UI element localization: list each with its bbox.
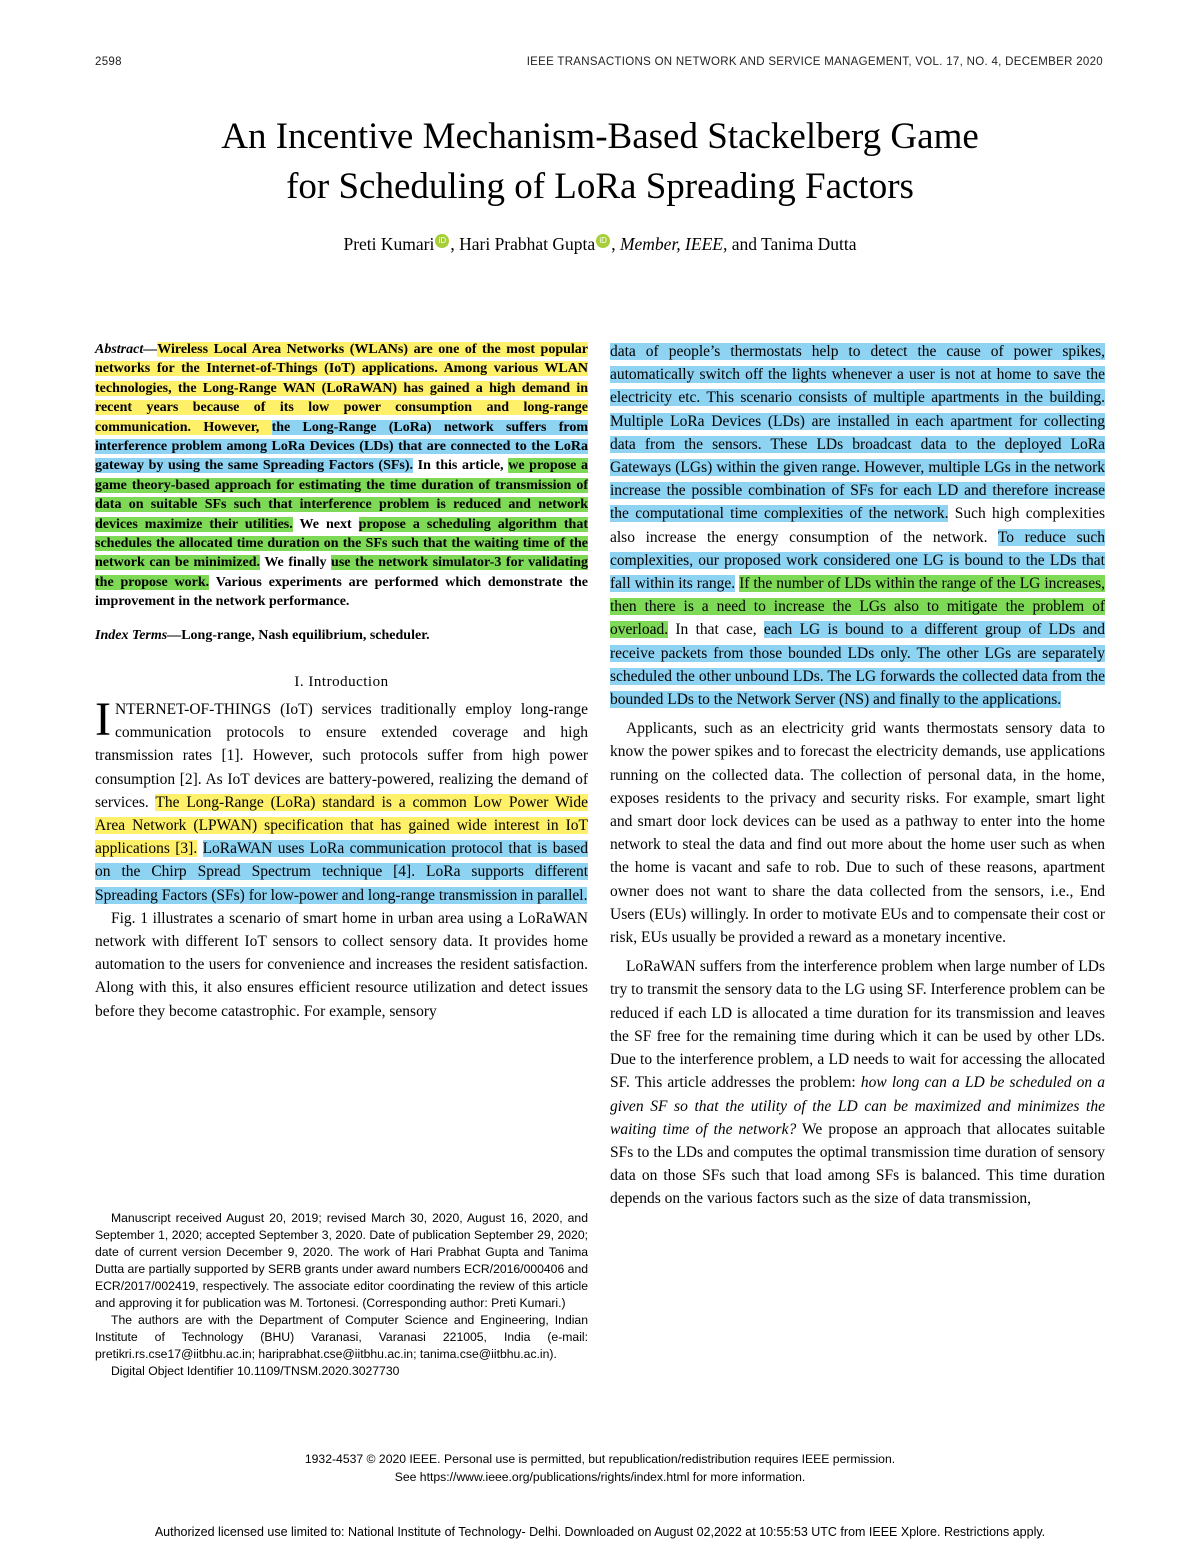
right-green-highlight: If the number of LDs within the range of the LG increases, then there is a need to increase the LGs also to mitigate the problem of overload.	[610, 575, 1105, 639]
right-column	[610, 340, 1105, 1211]
index-terms-lead: Index Terms—	[95, 627, 182, 643]
index-terms-text: Long-range, Nash equilibrium, scheduler.	[181, 627, 430, 643]
author-role: Member, IEEE,	[619, 234, 728, 254]
right-text: We propose an approach that allocates suitable SFs to the LDs and computes the optimal transmission time duration of sensory data on those SFs such that load among SFs is balanced. This time duration depends on the various factors such as the size of data transmission,	[610, 1120, 1105, 1208]
author-1: Preti Kumari	[343, 234, 435, 254]
intro-text: NTERNET-OF-THINGS (IoT) services traditionally employ long-range communication protocols to ensure extended coverage and high transmission rates [1]. However, such protocols suffer from high power consumption [2]. As IoT devices are battery-powered, realizing the demand of services.	[95, 700, 588, 811]
abstract-text: We finally	[260, 555, 332, 571]
right-text: LoRaWAN suffers from the interference problem when large number of LDs try to transmit the sensory data to the LG using SF. Interference problem can be reduced if each LD is allocated a time duration for its transmission and leaves the SF free for the remaining time during which it can be used by other LDs. Due to the interference problem, a LD needs to wait for accessing the allocated SF. This article addresses the problem:	[610, 958, 1105, 1092]
title-line-1: An Incentive Mechanism-Based Stackelberg Game	[221, 116, 979, 157]
section-heading: I. Introduction	[294, 673, 389, 690]
orcid-icon[interactable]: iD	[435, 234, 449, 248]
intro-text	[197, 840, 202, 857]
journal-name: IEEE TRANSACTIONS ON NETWORK AND SERVICE MANAGEMENT, VOL. 17, NO. 4, DECEMBER 2020	[526, 56, 1103, 68]
footnote-affiliation: The authors are with the Department of Computer Science and Engineering, Indian Institute of Technology (BHU) Varanasi, Varanasi 221005, India (e-mail: pretikri.rs.cse17@iitbhu.ac.in; hariprabhat.cse@iitbhu.ac.in; tanima.cse@iitbhu.ac.in).	[95, 1313, 588, 1361]
intro-paragraph-1	[95, 692, 588, 907]
abstract-green-highlight: use the network simulator-3 for validating the propose work.	[95, 555, 589, 590]
right-blue-highlight: each LG is bound to a different group of LDs and receive packets from those bounded LDs only. The other LGs are separately scheduled the other unbound LDs. The LG forwards the collected data from the bounded LDs to the Network Server (NS) and finally to the applications.	[610, 621, 1105, 709]
right-text: In that case,	[668, 621, 764, 639]
abstract	[95, 340, 588, 612]
paper-title	[60, 112, 1140, 212]
copyright-notice	[0, 1450, 1200, 1486]
author-separator: ,	[611, 234, 620, 254]
copyright-line-2[interactable]: See https://www.ieee.org/publications/rights/index.html for more information.	[394, 1470, 806, 1484]
abstract-yellow-highlight: Wireless Local Area Networks (WLANs) are one of the most popular networks for the Internet-of-Things (IoT) applications. Among various WLAN technologies, the Long-Range WAN (LoRaWAN) has gained a high demand in recent years because of its low power consumption and long-range communication. However,	[95, 342, 588, 435]
copyright-line-1: 1932-4537 © 2020 IEEE. Personal use is permitted, but republication/redistribution requires IEEE permission.	[304, 1452, 896, 1466]
abstract-lead: Abstract—	[95, 342, 158, 357]
footnote	[95, 1210, 588, 1380]
footnote-doi: Digital Object Identifier 10.1109/TNSM.2020.3027730	[111, 1364, 400, 1378]
abstract-green-highlight: we propose a game theory-based approach for estimating the time duration of transmission of data on suitable SFs such that interference problem is reduced and network devices maximize their utilities.	[95, 458, 588, 532]
right-paragraph-1	[610, 340, 1105, 711]
intro-yellow-highlight: The Long-Range (LoRa) standard is a common Low Power Wide Area Network (LPWAN) specification that has gained wide interest in IoT applications [3].	[95, 793, 588, 858]
authorized-use-notice: Authorized licensed use limited to: National Institute of Technology- Delhi. Downloaded on August 02,2022 at 10:55:53 UTC from IEEE Xplore. Restrictions apply.	[154, 1525, 1046, 1539]
footnote-manuscript: Manuscript received August 20, 2019; revised March 30, 2020, August 16, 2020, and September 1, 2020; accepted September 3, 2020. Date of publication September 29, 2020; date of current version December 9, 2020. The work of Hari Prabhat Gupta and Tanima Dutta are partially supported by SERB grants under award numbers ECR/2016/000406 and ECR/2017/002419, respectively. The associate editor coordinating the review of this article and approving it for publication was M. Tortonesi. (Corresponding author: Preti Kumari.)	[95, 1211, 588, 1310]
intro-paragraph-2: Fig. 1 illustrates a scenario of smart home in urban area using a LoRaWAN network with different IoT sensors to collect sensory data. It provides home automation to the users for convenience and increases the resident satisfaction. Along with this, it also ensures efficient resource utilization and detect issues before they become catastrophic. For example, sensory	[95, 909, 588, 1020]
right-blue-highlight: To reduce such complexities, our proposed work considered one LG is bound to the LDs that fall within its range.	[610, 528, 1105, 593]
research-question: how long can a LD be scheduled on a given SF so that the utility of the LD can be maximized and minimizes the waiting time of the network?	[610, 1074, 1105, 1138]
index-terms	[95, 626, 588, 645]
intro-blue-highlight: LoRaWAN uses LoRa communication protocol that is based on the Chirp Spread Spectrum technique [4]. LoRa supports different Spreading Factors (SFs) for low-power and long-range transmission in parallel.	[95, 840, 588, 904]
author-3: and Tanima Dutta	[727, 234, 857, 254]
title-line-2: for Scheduling of LoRa Spreading Factors	[286, 166, 914, 207]
abstract-blue-highlight: the Long-Range (LoRa) network suffers from interference problem among LoRa Devices (LDs) that are connected to the LoRa gateway by using the same Spreading Factors (SFs).	[95, 419, 588, 474]
drop-cap: I	[95, 692, 111, 746]
author-2: , Hari Prabhat Gupta	[450, 234, 596, 254]
abstract-text: We next	[292, 516, 359, 532]
left-column	[95, 340, 588, 1023]
running-header	[95, 56, 1103, 68]
abstract-green-highlight: propose a scheduling algorithm that schedules the allocated time duration on the SFs such that the waiting time of the network can be minimized.	[95, 516, 588, 571]
page-number: 2598	[95, 56, 122, 68]
right-text: Such high complexities also increase the energy consumption of the network.	[610, 505, 1105, 546]
abstract-text: Various experiments are performed which demonstrate the improvement in the network performance.	[95, 574, 588, 610]
right-paragraph-3	[610, 955, 1105, 1210]
right-paragraph-2: Applicants, such as an electricity grid wants thermostats sensory data to know the power spikes and to forecast the electricity demands, use applications running on the collected data. The collection of personal data, in the home, exposes residents to the privacy and security risks. For example, smart light and smart door lock devices can be used as a pathway to enter into the home network to steal the data and find out more about the home user such as when the home is vacant and safe to rob. Due to such of these reasons, apartment owner does not want to share the data collected from the sensors, i.e., End Users (EUs) willingly. In order to motivate EUs and to compensate their cost or risk, EUs usually be provided a reward as a monetary incentive.	[610, 720, 1105, 947]
abstract-text: In this article,	[413, 458, 509, 474]
right-blue-highlight: data of people’s thermostats help to detect the cause of power spikes, automatically switch off the lights whenever a user is not at home to save the electricity etc. This scenario consists of multiple apartments in the building. Multiple LoRa Devices (LDs) are installed in each apartment for collecting data from the sensors. These LDs broadcast data to the deployed LoRa Gateways (LGs) within the given range. However, multiple LGs in the network increase the possible combination of SFs for each LD and therefore increase the computational time complexities of the network.	[610, 343, 1105, 523]
author-list	[60, 234, 1140, 255]
orcid-icon[interactable]: iD	[596, 234, 610, 248]
